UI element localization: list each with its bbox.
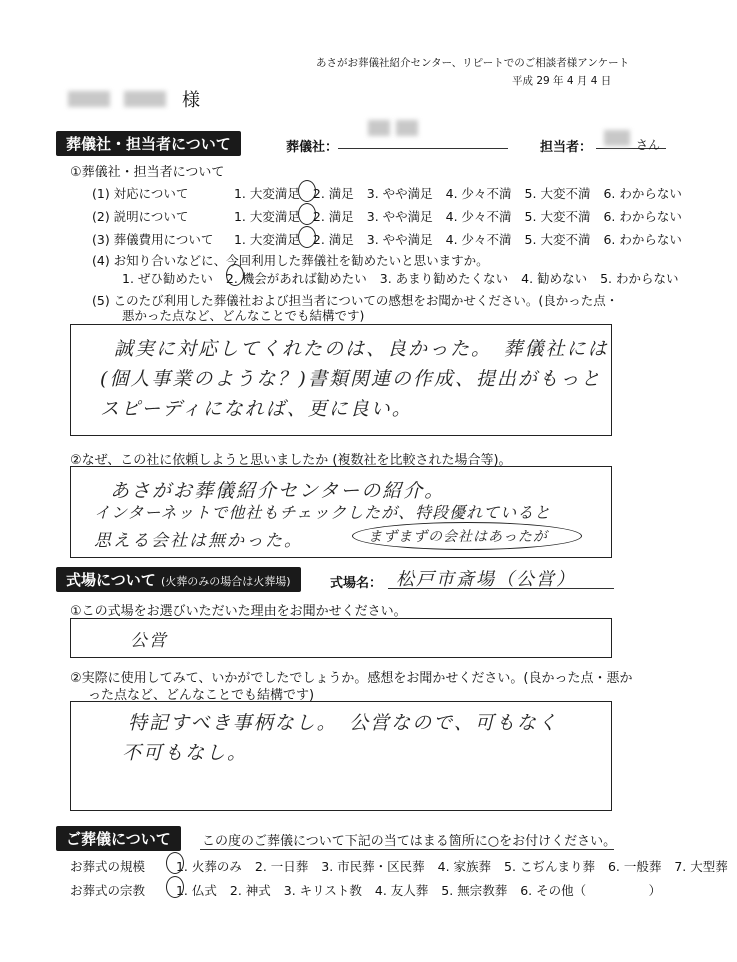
religion-label: お葬式の宗教: [70, 883, 146, 898]
option: 6. 一般葬: [607, 859, 662, 874]
handwritten-annotation: まずまずの会社はあったが: [368, 529, 548, 545]
venue-label: 式場名：: [330, 576, 383, 591]
scale-label: お葬式の規模: [70, 859, 146, 874]
option: 5. 大変不満: [524, 232, 591, 247]
q1-title: ①葬儀社・担当者について: [70, 165, 225, 180]
selection-circle: [298, 203, 316, 225]
rating-row-label: (2) 説明について: [92, 209, 189, 224]
option: 1. ぜひ勧めたい: [122, 271, 213, 286]
option: 3. 市民葬・区民葬: [321, 859, 425, 874]
option: 4. 勧めない: [521, 271, 588, 286]
instruction-underline: [200, 849, 614, 850]
handwritten-line: 不可もなし。: [122, 742, 249, 764]
option: 3. やや満足: [366, 209, 433, 224]
handwritten-line: スピーディになれば、更に良い。: [100, 398, 413, 420]
option: 7. 大型葬: [674, 859, 728, 874]
selection-circle: [166, 852, 184, 874]
honorific: 様: [182, 90, 200, 111]
q4-options: [122, 269, 687, 287]
option: 6. その他（ ）: [520, 883, 662, 898]
rating-row-3: [92, 230, 691, 248]
rating-row-1: [92, 184, 691, 202]
handwritten-venue: 松戸市斎場（公営）: [396, 569, 576, 590]
option: 5. 大変不満: [524, 186, 591, 201]
option: 4. 少々不満: [445, 209, 512, 224]
option: 3. やや満足: [366, 232, 433, 247]
religion-row: [70, 881, 670, 899]
section-venue-subtitle: (火葬のみの場合は火葬場): [160, 575, 291, 588]
option: 6. わからない: [603, 186, 682, 201]
handwritten-line: 公営: [130, 631, 168, 651]
option: 2. 一日葬: [254, 859, 309, 874]
option: 1. 大変満足: [233, 209, 300, 224]
selection-circle: [298, 180, 316, 202]
selection-circle: [166, 876, 184, 898]
rating-row-label: (1) 対応について: [92, 186, 189, 201]
section-funeral-company-title: 葬儀社・担当者について: [56, 131, 241, 156]
option-selected: 2. 満足: [312, 186, 354, 201]
handwritten-line: 特記すべき事柄なし。 公営なので、可もなく: [128, 712, 559, 734]
option-selected: 1. 火葬のみ: [175, 859, 242, 874]
option: 3. あまり勧めたくない: [379, 271, 509, 286]
handwritten-line: インターネットで他社もチェックしたが、特段優れていると: [94, 503, 552, 522]
option: 6. わからない: [603, 232, 682, 247]
option: 4. 家族葬: [437, 859, 492, 874]
survey-date: 平成 29 年 4 月 4 日: [512, 75, 612, 87]
staff-suffix: さん: [636, 138, 661, 152]
handwritten-line: 誠実に対応してくれたのは、良かった。 葬儀社には: [114, 338, 609, 360]
selection-circle: [298, 226, 316, 248]
q5-line1: (5) このたび利用した葬儀社および担当者についての感想をお聞かせください。(良かった点・: [92, 293, 619, 308]
q4-text: (4) お知り合いなどに、今回利用した葬儀社を勧めたいと思いますか。: [92, 253, 489, 268]
option-selected: 2. 満足: [312, 209, 354, 224]
redacted-company-1: [368, 120, 390, 136]
option: 1. 大変満足: [233, 232, 300, 247]
option: 1. 大変満足: [233, 186, 300, 201]
section-venue-title-text: 式場について: [66, 571, 156, 589]
redacted-name-1: [68, 91, 110, 107]
redacted-name-2: [124, 91, 166, 107]
redacted-company-2: [396, 120, 418, 136]
option: 4. 少々不満: [445, 186, 512, 201]
option: 6. わからない: [603, 209, 682, 224]
q2-text: ②なぜ、この社に依頼しようと思いましたか (複数社を比較された場合等)。: [70, 453, 512, 468]
redacted-staff: [604, 130, 630, 146]
option: 5. 無宗教葬: [441, 883, 508, 898]
option: 4. 友人葬: [374, 883, 429, 898]
section-venue-title: [56, 567, 301, 592]
handwritten-line: 思える会社は無かった。: [94, 531, 303, 551]
rating-row-label: (3) 葬儀費用について: [92, 232, 214, 247]
handwritten-line: あさがお葬儀紹介センターの紹介。: [110, 480, 446, 502]
option-selected: 2. 機会があれば勧めたい: [225, 271, 367, 286]
funeral-company-field: [338, 128, 508, 149]
option: 4. 少々不満: [445, 232, 512, 247]
venue-q1-text: ①この式場をお選びいただいた理由をお聞かせください。: [70, 604, 407, 619]
funeral-company-label: 葬儀社：: [286, 140, 339, 155]
option-selected: 1. 仏式: [175, 883, 217, 898]
section-funeral-title: ご葬儀について: [56, 826, 181, 851]
option-selected: 2. 満足: [312, 232, 354, 247]
option: 3. やや満足: [366, 186, 433, 201]
option: 2. 神式: [229, 883, 271, 898]
venue-q2-line2: った点など、どんなことでも結構です): [88, 688, 315, 703]
section-funeral-instruction: この度のご葬儀について下記の当てはまる箇所に○をお付けください。: [202, 834, 617, 849]
option: 5. 大変不満: [524, 209, 591, 224]
option: 3. キリスト教: [283, 883, 362, 898]
venue-q2-line1: ②実際に使用してみて、いかがでしたでしょうか。感想をお聞かせください。(良かった点・悪か: [70, 671, 633, 686]
rating-row-2: [92, 207, 691, 225]
survey-title: あさがお葬儀社紹介センター、リピートでのご相談者様アンケート: [316, 57, 630, 69]
selection-circle: [226, 264, 244, 286]
staff-label: 担当者：: [540, 140, 593, 155]
handwritten-line: (個人事業のような？)書類関連の作成、提出がもっと: [100, 368, 602, 390]
option: 5. こぢんまり葬: [504, 859, 595, 874]
q5-line2: 悪かった点など、どんなことでも結構です): [122, 308, 365, 323]
option: 5. わからない: [600, 271, 679, 286]
